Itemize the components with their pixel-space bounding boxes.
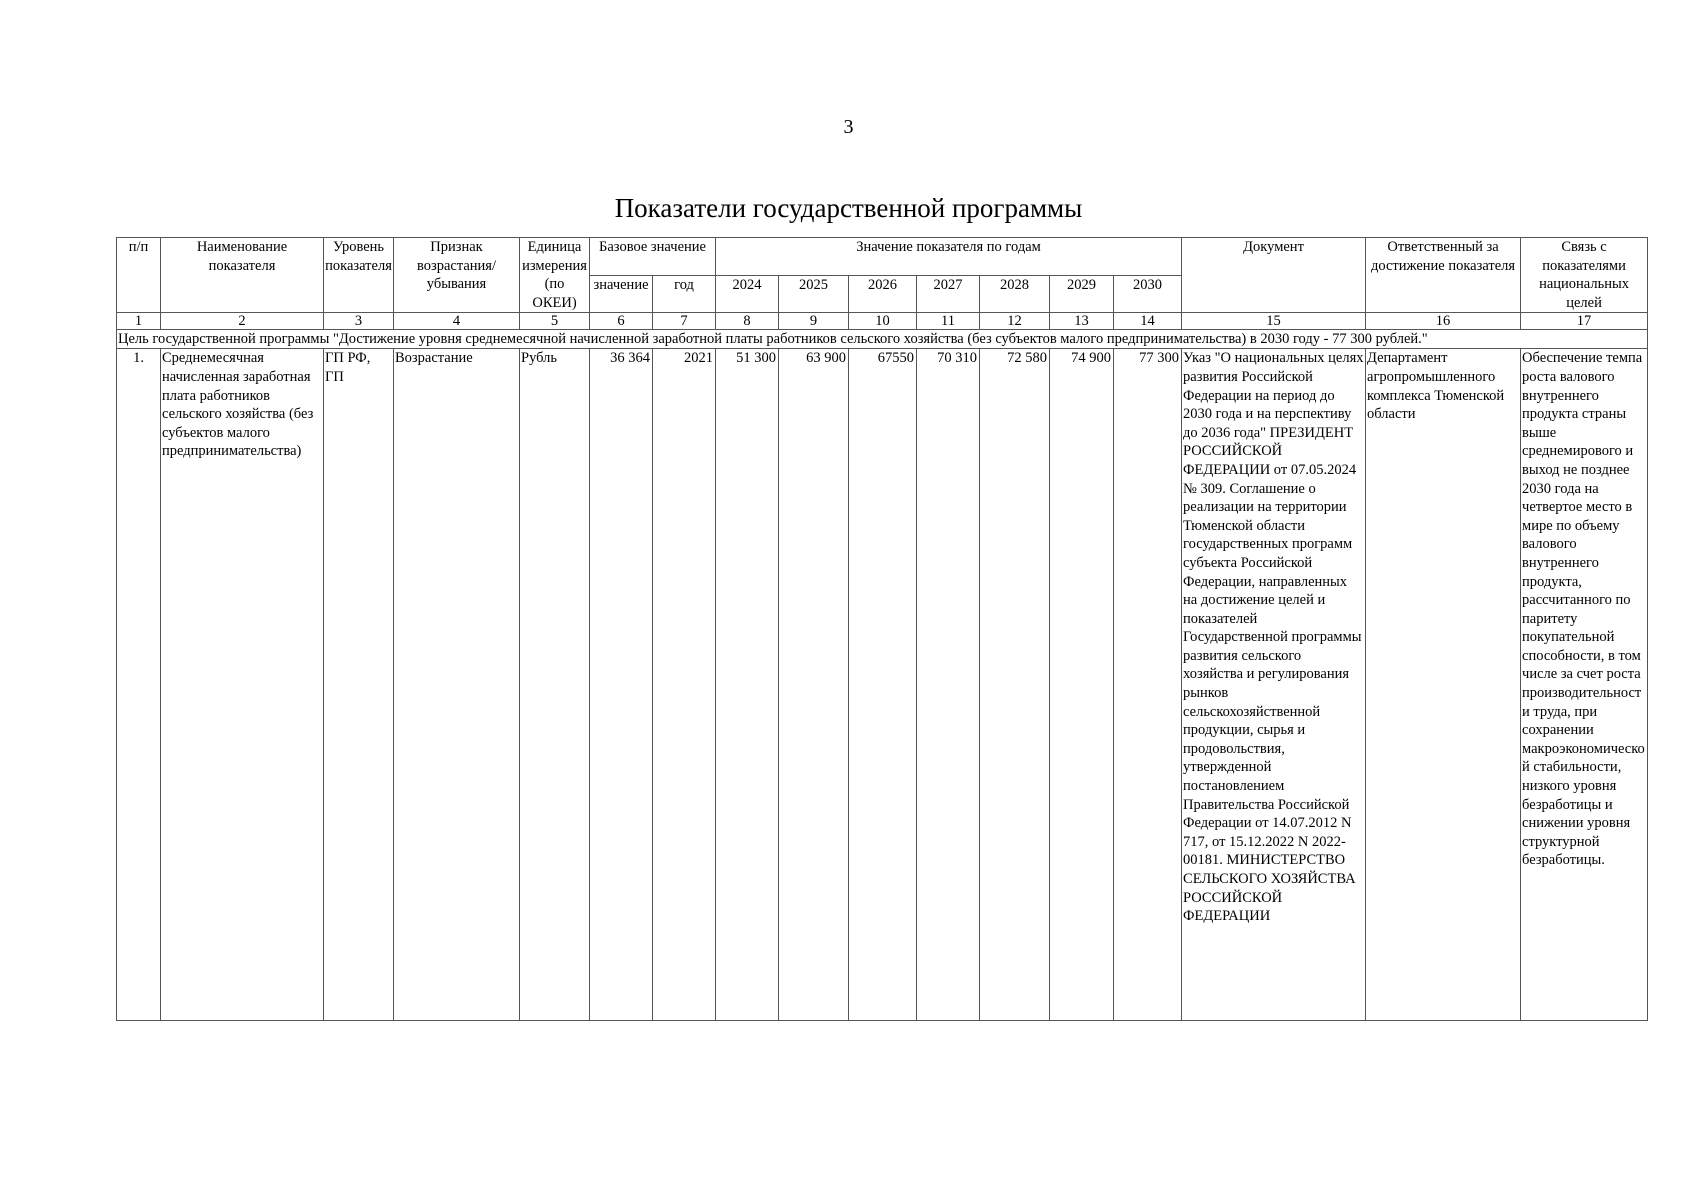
header-row bbox=[117, 238, 1648, 276]
header-year: 2028 bbox=[980, 275, 1050, 313]
year-value: 72 580 bbox=[980, 349, 1050, 1021]
year-value: 74 900 bbox=[1050, 349, 1114, 1021]
column-number: 9 bbox=[779, 313, 849, 330]
row-num: 1. bbox=[117, 349, 161, 1021]
header-base-group: Базовое значение bbox=[590, 238, 716, 276]
header-level: Уровень показателя bbox=[324, 238, 394, 313]
header-link: Связь с показателями национальных целей bbox=[1521, 238, 1648, 313]
column-number: 14 bbox=[1114, 313, 1182, 330]
column-number: 12 bbox=[980, 313, 1050, 330]
header-unit: Единица измерения (по ОКЕИ) bbox=[520, 238, 590, 313]
base-value: 36 364 bbox=[590, 349, 653, 1021]
header-year: 2030 bbox=[1114, 275, 1182, 313]
column-number: 17 bbox=[1521, 313, 1648, 330]
header-num: п/п bbox=[117, 238, 161, 313]
column-number: 11 bbox=[917, 313, 980, 330]
header-year: 2025 bbox=[779, 275, 849, 313]
indicator-level: ГП РФ, ГП bbox=[324, 349, 394, 1021]
national-goals-link: Обеспечение темпа роста валового внутреннего продукта страны выше среднемирового и выход не позднее 2030 года на четвертое место в мире по объему валового внутреннего продукта, рассчитанного по паритету покупательной способности, в том числе за счет роста производительности труда, при сохранении макроэкономической стабильности, низкого уровня безработицы и снижении уровня структурной безработицы. bbox=[1521, 349, 1648, 1021]
year-value: 70 310 bbox=[917, 349, 980, 1021]
column-number: 5 bbox=[520, 313, 590, 330]
header-year: 2024 bbox=[716, 275, 779, 313]
header-sign: Признак возрастания/убывания bbox=[394, 238, 520, 313]
indicator-unit: Рубль bbox=[520, 349, 590, 1021]
year-value: 67550 bbox=[849, 349, 917, 1021]
header-name: Наименование показателя bbox=[161, 238, 324, 313]
column-number: 7 bbox=[653, 313, 716, 330]
column-number: 6 bbox=[590, 313, 653, 330]
document-text: Указ "О национальных целях развития Российской Федерации на период до 2030 года и на перспективу до 2036 года" ПРЕЗИДЕНТ РОССИЙСКОЙ ФЕДЕРАЦИИ от 07.05.2024 № 309. Соглашение о реализации на территории Тюменской области государственных программ субъекта Российской Федерации, направленных на достижение целей и показателей Государственной программы развития сельского хозяйства и регулирования рынков сельскохозяйственной продукции, сырья и продовольствия, утвержденной постановлением Правительства Российской Федерации от 14.07.2012 N 717, от 15.12.2022 N 2022-00181. МИНИСТЕРСТВО СЕЛЬСКОГО ХОЗЯЙСТВА РОССИЙСКОЙ ФЕДЕРАЦИИ bbox=[1182, 349, 1366, 1021]
header-year: 2029 bbox=[1050, 275, 1114, 313]
base-year: 2021 bbox=[653, 349, 716, 1021]
header-base-value: значение bbox=[590, 275, 653, 313]
column-number: 3 bbox=[324, 313, 394, 330]
indicator-name: Среднемесячная начисленная заработная плата работников сельского хозяйства (без субъектов малого предпринимательства) bbox=[161, 349, 324, 1021]
year-value: 51 300 bbox=[716, 349, 779, 1021]
column-numbers-row bbox=[117, 313, 1648, 330]
table-row bbox=[117, 349, 1648, 1021]
responsible-text: Департамент агропромышленного комплекса Тюменской области bbox=[1366, 349, 1521, 1021]
header-year: 2026 bbox=[849, 275, 917, 313]
column-number: 4 bbox=[394, 313, 520, 330]
page-title: Показатели государственной программы bbox=[614, 193, 1083, 223]
header-document: Документ bbox=[1182, 238, 1366, 313]
indicators-table bbox=[116, 237, 1648, 1021]
header-years-group: Значение показателя по годам bbox=[716, 238, 1182, 276]
header-year: 2027 bbox=[917, 275, 980, 313]
column-number: 1 bbox=[117, 313, 161, 330]
program-goal: Цель государственной программы "Достижение уровня среднемесячной начисленной заработной платы работников сельского хозяйства (без субъектов малого предпринимательства) в 2030 году - 77 300 рублей." bbox=[117, 330, 1648, 349]
goal-row bbox=[117, 330, 1648, 349]
column-number: 13 bbox=[1050, 313, 1114, 330]
header-responsible: Ответственный за достижение показателя bbox=[1366, 238, 1521, 313]
column-number: 8 bbox=[716, 313, 779, 330]
year-value: 77 300 bbox=[1114, 349, 1182, 1021]
page-number: 3 bbox=[843, 116, 854, 138]
column-number: 2 bbox=[161, 313, 324, 330]
column-number: 15 bbox=[1182, 313, 1366, 330]
indicator-sign: Возрастание bbox=[394, 349, 520, 1021]
column-number: 10 bbox=[849, 313, 917, 330]
column-number: 16 bbox=[1366, 313, 1521, 330]
header-base-year: год bbox=[653, 275, 716, 313]
year-value: 63 900 bbox=[779, 349, 849, 1021]
